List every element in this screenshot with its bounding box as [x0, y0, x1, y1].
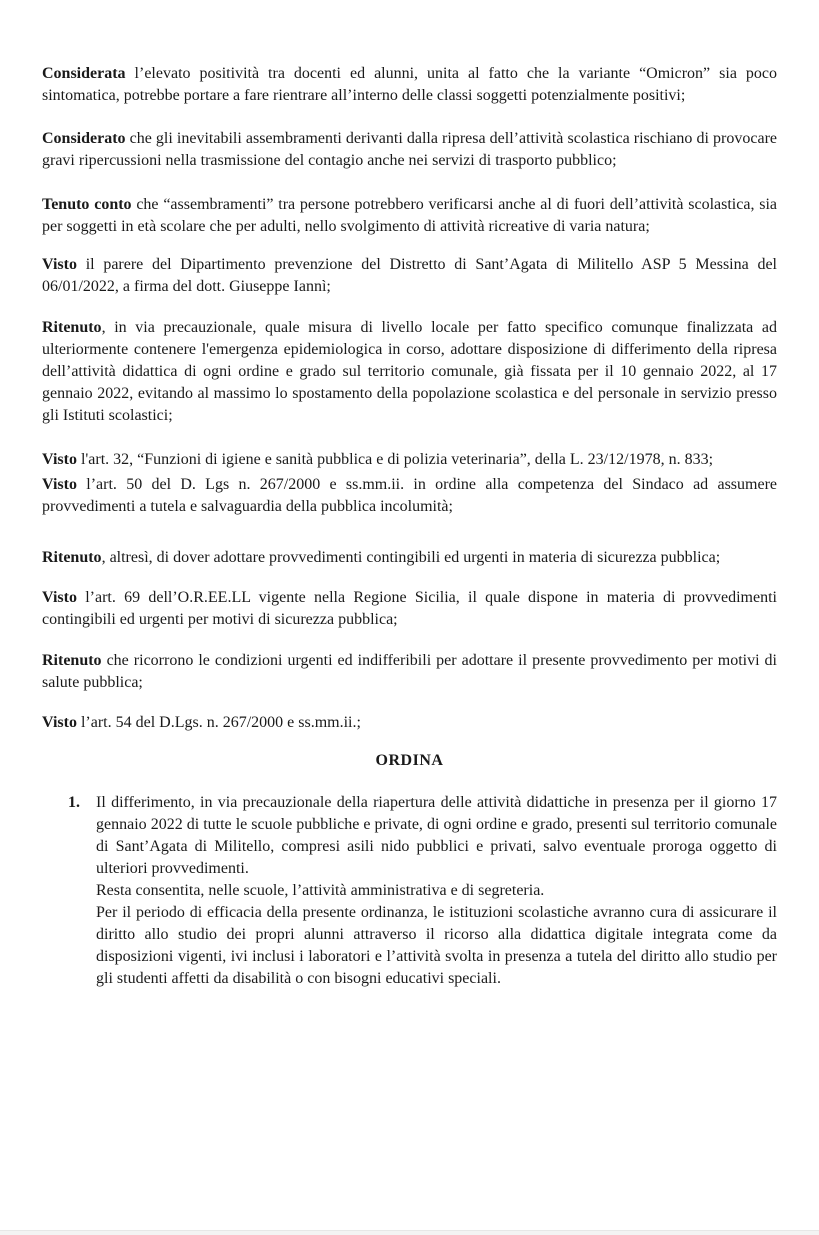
paragraph-text: che “assembramenti” tra persone potrebbero verificarsi anche al di fuori dell’attività scolastica, sia per soggetti in età scolare che per adulti, nello svolgimento di attività ricreative di varia natura; — [42, 196, 777, 235]
paragraph-text: l’art. 69 dell’O.R.EE.LL vigente nella Regione Sicilia, il quale dispone in materia di provvedimenti contingibili ed urgenti per motivi di sicurezza pubblica; — [42, 589, 777, 628]
paragraph-considerato — [42, 128, 777, 172]
paragraph-ritenuto-urgenza — [42, 650, 777, 694]
paragraph-visto-art-50 — [42, 474, 777, 518]
paragraph-visto-art-69 — [42, 587, 777, 631]
paragraph-ritenuto-altresi — [42, 547, 777, 569]
paragraph-text: , in via precauzionale, quale misura di livello locale per fatto specifico comunque finalizzata ad ulteriormente contenere l'emergenza epidemiologica in corso, adottare disposizione di differimento della ripresa dell’attività didattica di ogni ordine e grado sul territorio comunale, già fissata per il 10 gennaio 2022, al 17 gennaio 2022, evitando al massimo lo spostamento della popolazione scolastica e del personale in servizio presso gli Istituti scolastici; — [42, 319, 777, 424]
paragraph-text: l'art. 32, “Funzioni di igiene e sanità pubblica e di polizia veterinaria”, della L. 23/12/1978, n. 833; — [76, 451, 714, 468]
paragraph-text: l’elevato positività tra docenti ed alunni, unita al fatto che la variante “Omicron” sia poco sintomatica, potrebbe portare a fare rientrare all’interno delle classi soggetti potenzialmente positivi; — [42, 65, 777, 104]
paragraph-ritenuto-differimento — [42, 317, 777, 427]
paragraph-lead: Considerata — [42, 65, 126, 82]
order-item-paragraph: Resta consentita, nelle scuole, l’attività amministrativa e di segreteria. — [96, 882, 545, 899]
order-item-text — [96, 792, 777, 990]
paragraph-visto-art-54 — [42, 712, 777, 734]
paragraph-lead: Visto — [42, 451, 77, 468]
paragraph-text: l’art. 50 del D. Lgs n. 267/2000 e ss.mm.ii. in ordine alla competenza del Sindaco ad assumere provvedimenti a tutela e salvaguardia della pubblica incolumità; — [42, 476, 777, 515]
paragraph-considerata — [42, 63, 777, 107]
paragraph-lead: Ritenuto — [42, 319, 102, 336]
heading-ordina: ORDINA — [375, 752, 444, 769]
paragraph-tenuto-conto — [42, 194, 777, 238]
order-item-paragraph: Per il periodo di efficacia della presente ordinanza, le istituzioni scolastiche avranno cura di assicurare il diritto allo studio dei propri alunni attraverso il ricorso alla didattica digitale integrata come da disposizioni vigenti, ivi inclusi i laboratori e l’attività svolta in presenza a tutela del diritto allo studio per gli studenti affetti da disabilità o con bisogni educativi speciali. — [96, 904, 777, 987]
paragraph-visto-art-32 — [42, 449, 777, 471]
paragraph-lead: Ritenuto — [42, 549, 102, 566]
paragraph-lead: Considerato — [42, 130, 126, 147]
order-item-number: 1. — [68, 794, 80, 811]
paragraph-lead: Ritenuto — [42, 652, 102, 669]
paragraph-text: il parere del Dipartimento prevenzione del Distretto di Sant’Agata di Militello ASP 5 Messina del 06/01/2022, a firma del dott. Giuseppe Iannì; — [42, 256, 777, 295]
paragraph-lead: Visto — [42, 714, 77, 731]
paragraph-lead: Visto — [42, 256, 77, 273]
paragraph-lead: Visto — [42, 589, 77, 606]
paragraph-text: che gli inevitabili assembramenti derivanti dalla ripresa dell’attività scolastica rischiano di provocare gravi ripercussioni nella trasmissione del contagio anche nei servizi di trasporto pubblico; — [42, 130, 777, 169]
order-item-1 — [42, 792, 777, 990]
paragraph-text: che ricorrono le condizioni urgenti ed indifferibili per adottare il presente provvedimento per motivi di salute pubblica; — [42, 652, 777, 691]
paragraph-text: , altresì, di dover adottare provvedimenti contingibili ed urgenti in materia di sicurezza pubblica; — [101, 549, 721, 566]
paragraph-lead: Visto — [42, 476, 77, 493]
order-item-paragraph: Il differimento, in via precauzionale della riapertura delle attività didattiche in presenza per il giorno 17 gennaio 2022 di tutte le scuole pubbliche e private, di ogni ordine e grado, presenti sul territorio comunale di Sant’Agata di Militello, compresi asili nido pubblici e privati, salvo eventuale proroga oggetto di ulteriori provvedimenti. — [96, 794, 777, 877]
page-bottom-edge — [0, 1230, 819, 1235]
paragraph-text: l’art. 54 del D.Lgs. n. 267/2000 e ss.mm.ii.; — [76, 714, 361, 731]
paragraph-visto-parere-asp — [42, 254, 777, 298]
paragraph-lead: Tenuto conto — [42, 196, 132, 213]
